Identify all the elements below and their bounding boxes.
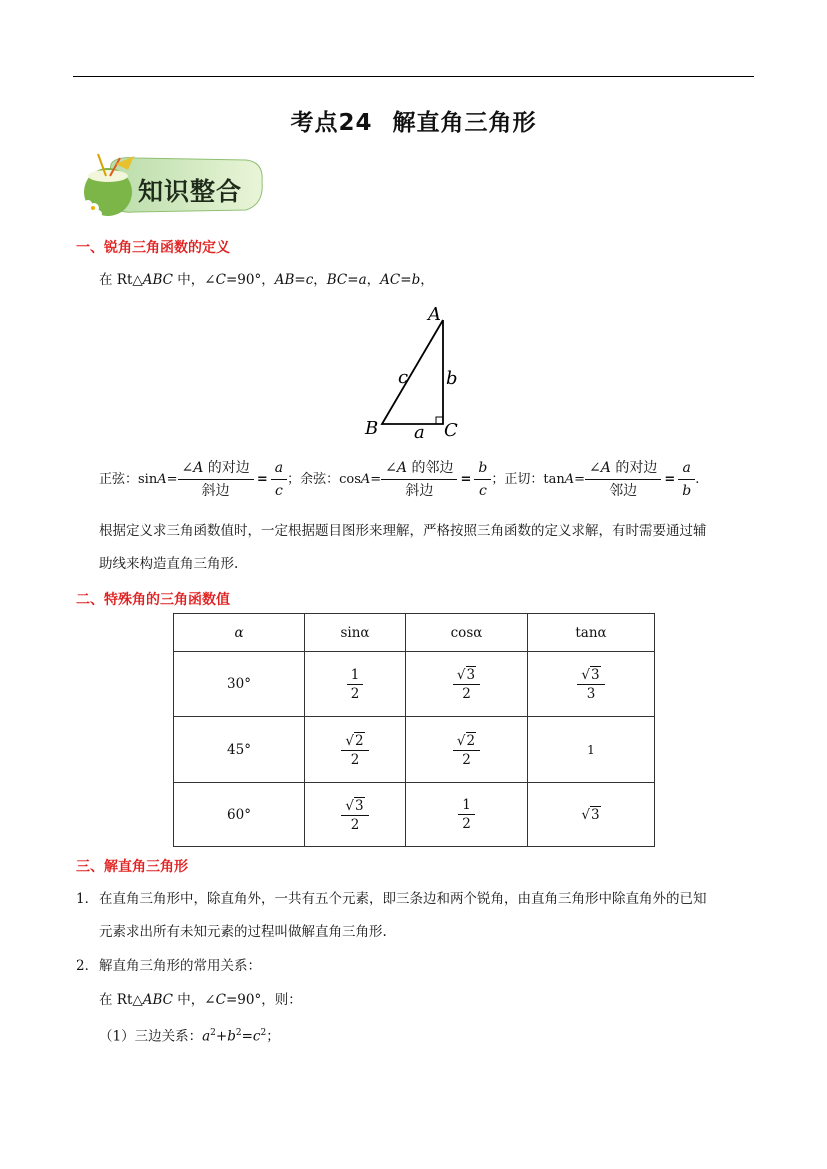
three-sides-relation: （1）三边关系：$a^2+b^2=c^2$； <box>99 1028 280 1045</box>
sin-fraction: $\frac{\text{∠A 的对边}}{\text{斜边}}$ <box>178 458 254 501</box>
page-title <box>0 104 827 137</box>
item2-text: 解直角三角形的常用关系： <box>99 958 261 974</box>
definition-note-line2: 助线来构造直角三角形. <box>99 556 239 572</box>
section3-heading: 三、解直角三角形 <box>76 859 188 875</box>
knowledge-banner <box>76 152 266 220</box>
right-triangle-diagram <box>360 300 470 445</box>
definition-note-line1: 根据定义求三角函数值时，一定根据题目图形来理解，严格按照三角函数的定义求解，有时需要通过辅 <box>99 523 707 539</box>
item2-number: 2． <box>76 958 99 974</box>
tan-fraction: $\frac{\text{∠A 的对边}}{\text{邻边}}$ <box>585 458 661 501</box>
top-rule <box>73 76 754 77</box>
cos-60: $\frac{1}{2}$ <box>406 783 528 847</box>
special-angle-table <box>173 613 655 847</box>
vertex-B: B <box>365 418 379 439</box>
header-sin: sinα <box>305 614 406 652</box>
cos-fraction: $\frac{\text{∠A 的邻边}}{\text{斜边}}$ <box>381 458 457 501</box>
angle-60: 60° <box>174 783 305 847</box>
sin-30: $\frac{1}{2}$ <box>305 652 406 717</box>
side-a: a <box>414 422 425 443</box>
header-cos: cosα <box>406 614 528 652</box>
section1-intro: 在 Rt△ABC 中，∠C=90°，AB=c，BC=a，AC=b， <box>99 272 434 288</box>
cos-30: $\frac{√3}{2}$ <box>406 652 528 717</box>
cos-45: $\frac{√2}{2}$ <box>406 717 528 783</box>
right-angle-mark <box>436 417 443 424</box>
sin-45: $\frac{√2}{2}$ <box>305 717 406 783</box>
condition-line: 在 Rt△ABC 中，∠C=90°，则： <box>99 992 302 1008</box>
side-b: b <box>446 368 458 389</box>
vertex-A: A <box>428 304 441 325</box>
table-row <box>174 652 655 717</box>
header-tan: tanα <box>528 614 655 652</box>
triangle-outline <box>382 320 443 424</box>
tan-30: $\frac{√3}{3}$ <box>528 652 655 717</box>
vertex-C: C <box>444 420 458 441</box>
table-row <box>174 783 655 847</box>
item1-line2: 元素求出所有未知元素的过程叫做解直角三角形. <box>99 924 387 940</box>
item1-number: 1． <box>76 891 99 907</box>
table-row <box>174 717 655 783</box>
angle-30: 30° <box>174 652 305 717</box>
angle-45: 45° <box>174 717 305 783</box>
tan-45: 1 <box>528 717 655 783</box>
trig-definitions: 正弦：sinA= $\frac{\text{∠A 的对边}}{\text{斜边}}$ = $\frac{a}{c}$ ；余弦：cosA= $\frac{\text{∠A 的邻边}}{\text{斜边}}$ = $\frac{b}{c}$ ；正切：tanA= $\frac{\text{∠A 的对边}}{\text{邻边}}$ = $\frac{a}{b}$ . <box>99 460 700 499</box>
banner-label: 知识整合 <box>138 177 243 206</box>
title-code: 考点24 <box>290 110 373 136</box>
sin-60: $\frac{√3}{2}$ <box>305 783 406 847</box>
table-header-row <box>174 614 655 652</box>
section2-heading: 二、特殊角的三角函数值 <box>76 592 230 608</box>
header-alpha: α <box>174 614 305 652</box>
item1-line1: 在直角三角形中，除直角外，一共有五个元素，即三条边和两个锐角，由直角三角形中除直角外的已知 <box>99 891 707 907</box>
title-name: 解直角三角形 <box>392 110 537 136</box>
tan-60: √3 <box>528 783 655 847</box>
side-c: c <box>398 367 409 388</box>
section1-heading: 一、锐角三角函数的定义 <box>76 240 230 256</box>
